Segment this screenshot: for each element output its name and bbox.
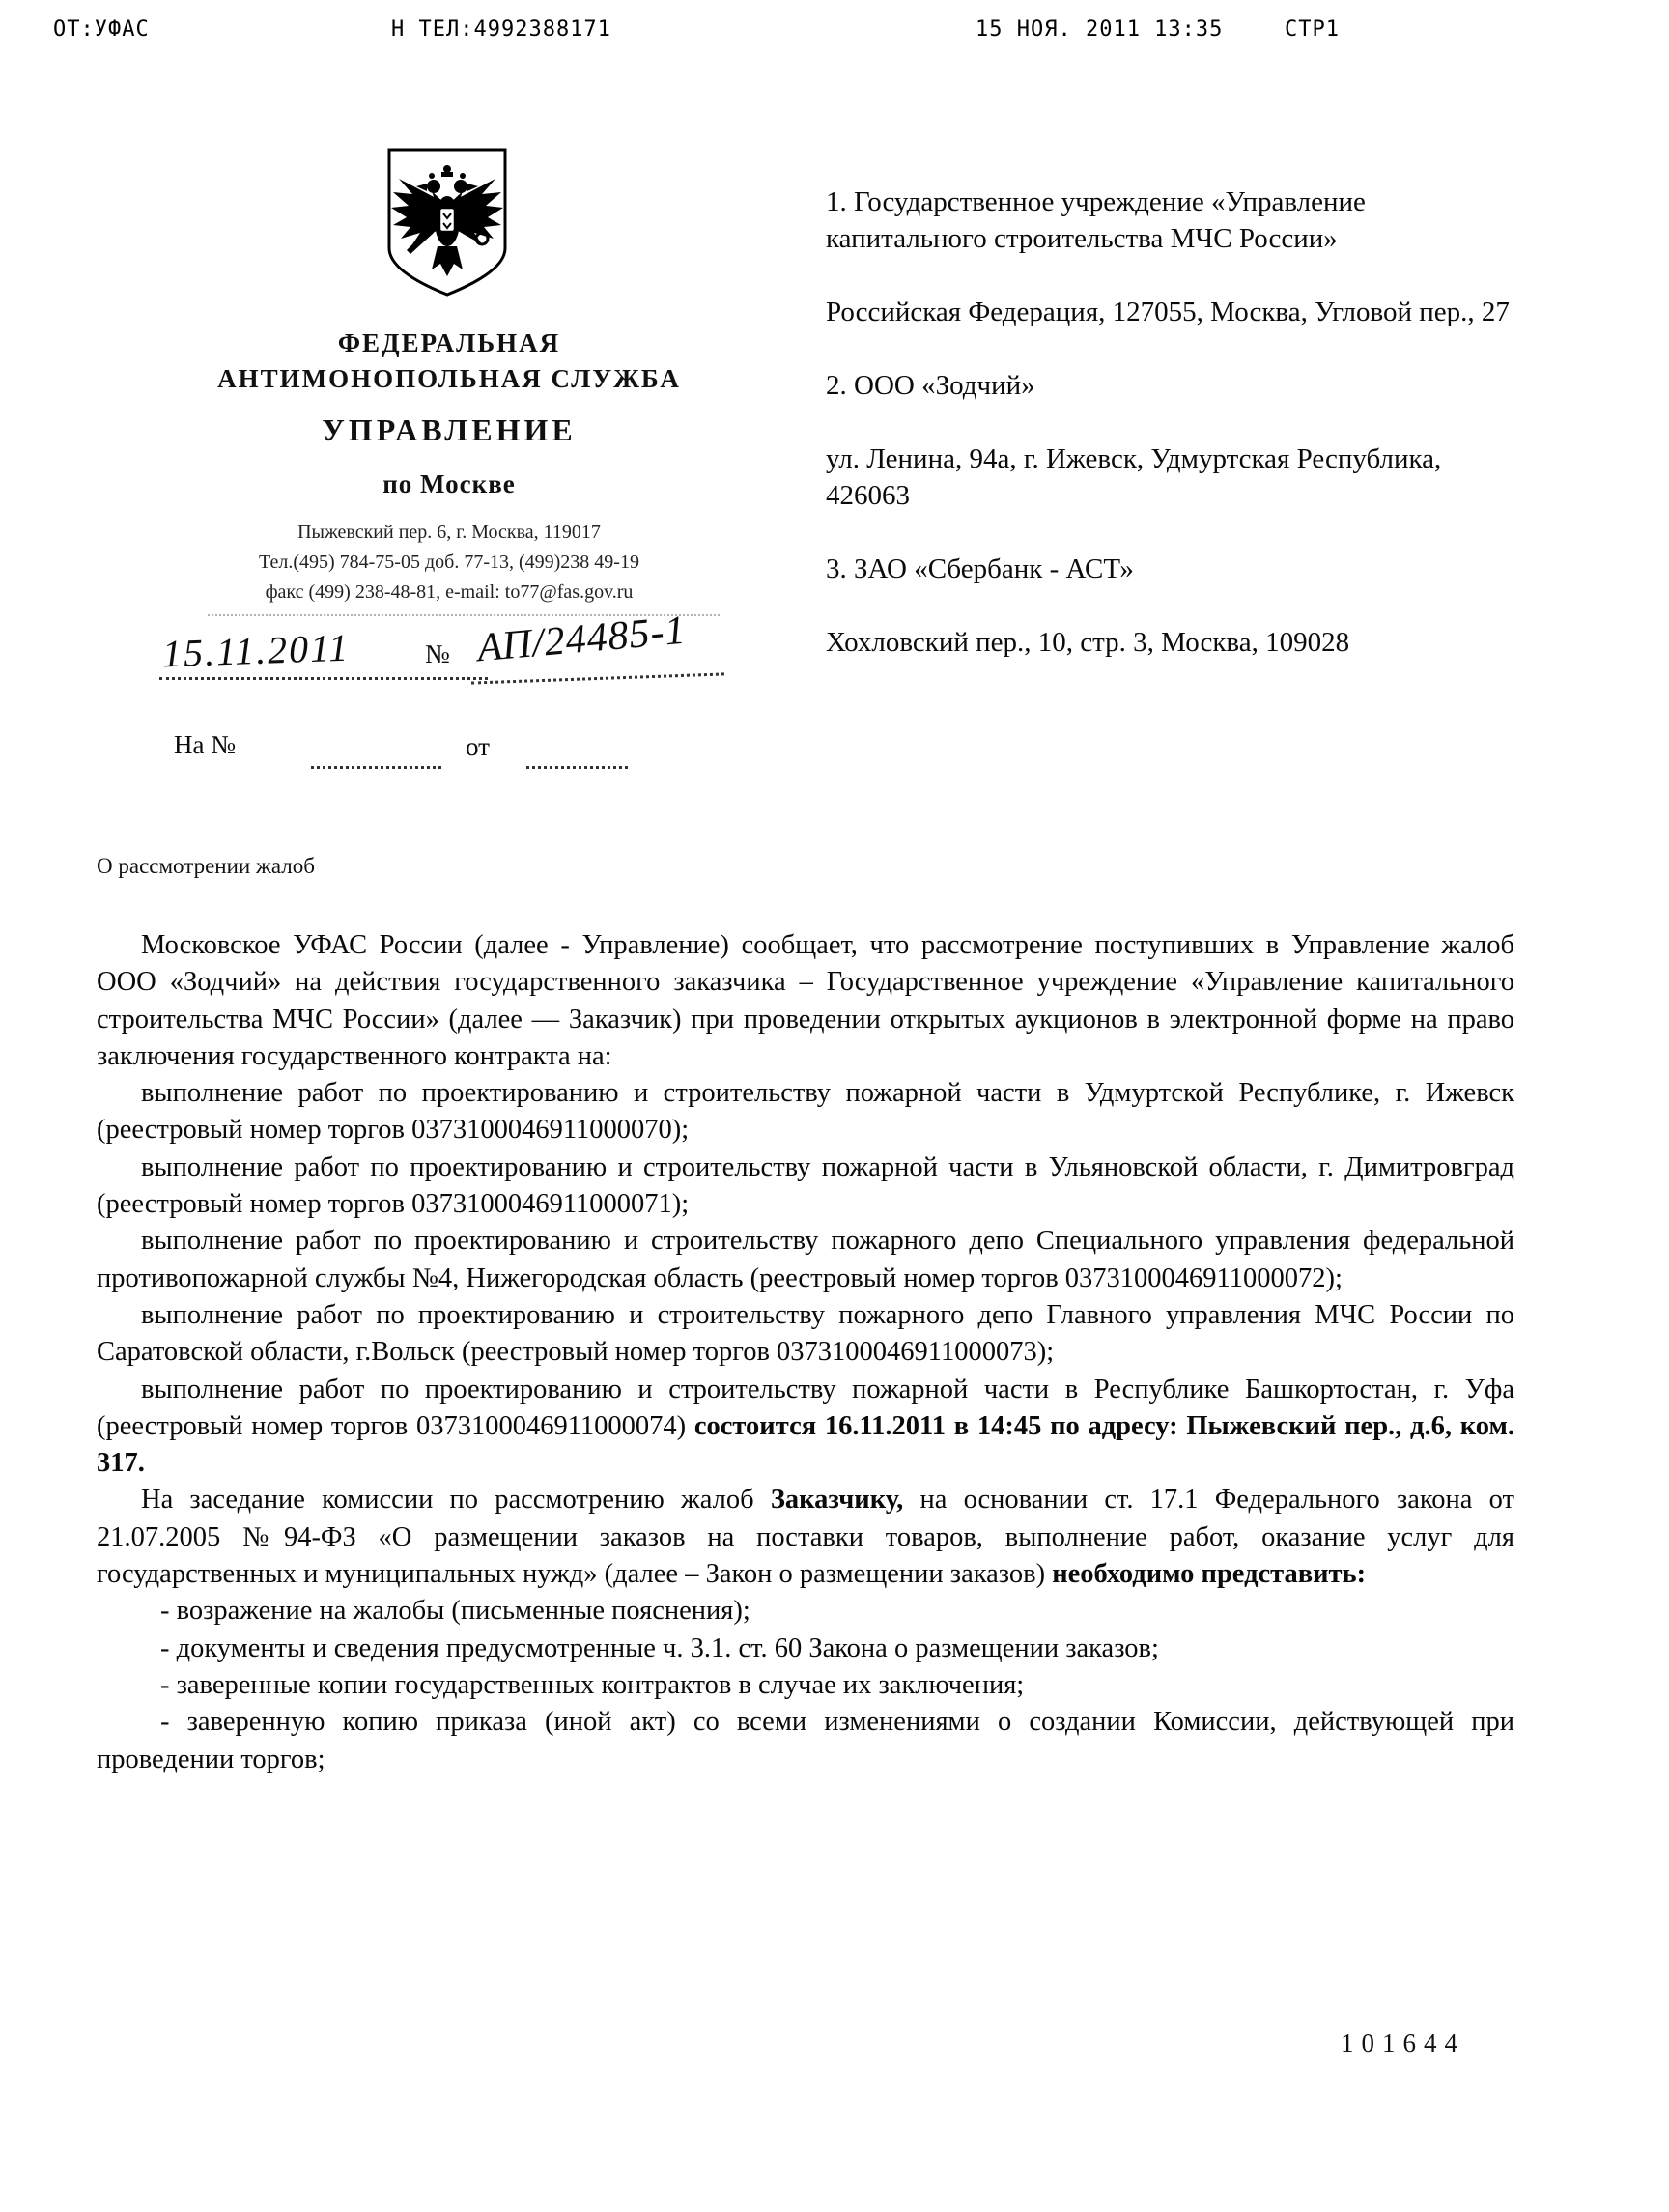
org-fax-email-line: факс (499) 238-48-81, e-mail: to77@fas.gov.ru [265, 581, 634, 603]
paragraph-text: на основании ст. 17.1 Федерального закона от 21.07.2005 №94-ФЗ «О размещении заказов на поставки товаров, выполнение работ, оказание услуг для государственных и муниципальных нужд» (далее – Закон о размещении заказов) [97, 1485, 1514, 1590]
paragraph-text: выполнение работ по проектированию и строительству пожарного депо Специального управления федеральной противопожарной службы №4, Нижегородская область (реестровый номер торгов 0373100046911000072); [97, 1226, 1514, 1293]
body-paragraph [97, 1482, 1514, 1593]
body-paragraph [97, 1149, 1514, 1224]
recipient-name: 1. Государственное учреждение «Управление капитального строительства МЧС России» [826, 186, 1366, 254]
org-address-line: Пыжевский пер. 6, г. Москва, 119017 [297, 522, 601, 543]
fax-page-counter: СТР1 [1285, 17, 1340, 42]
fax-telephone: Н ТЕЛ:4992388171 [391, 17, 611, 42]
paragraph-text: Московское УФАС России (далее - Управление) сообщает, что рассмотрение поступивших в Управление жалоб ООО «Зодчий» на действия государственного заказчика – Государственное учреждение «Управление капитального строительства МЧС России» (далее — Заказчик) при проведении открытых аукционов в электронной форме на право заключения государственного контракта на: [97, 930, 1514, 1071]
paragraph-text: - возражение на жалобы (письменные пояснения); [160, 1596, 750, 1627]
letterhead-org-name [135, 326, 763, 499]
body-paragraph [97, 1297, 1514, 1372]
reference-number-label: На № [174, 730, 236, 759]
org-name-line-4: по Москве [382, 469, 516, 498]
paragraph-text-bold: Заказчику, [770, 1485, 904, 1516]
reference-date-line [526, 765, 628, 769]
body-paragraph [97, 1075, 1514, 1149]
paragraph-text: выполнение работ по проектированию и строительству пожарной части в Республике Башкортостан, г. Уфа (реестровый номер торгов 0373100046911000074) [97, 1374, 1514, 1441]
page-number: 101644 [1341, 2028, 1465, 2057]
recipient-name: 3. ЗАО «Сбербанк - АСТ» [826, 553, 1134, 584]
reference-from-label: от [466, 732, 490, 761]
paragraph-text: - документы и сведения предусмотренные ч. 3.1. ст. 60 Закона о размещении заказов; [160, 1632, 1159, 1663]
recipient-address: Российская Федерация, 127055, Москва, Угловой пер., 27 [826, 297, 1510, 327]
number-underline [471, 671, 724, 684]
paragraph-text-bold: необходимо представить: [1052, 1559, 1367, 1590]
org-name-line-1: ФЕДЕРАЛЬНАЯ [337, 328, 561, 357]
date-underline [159, 676, 488, 680]
coat-of-arms-icon [380, 143, 515, 303]
recipient-address: Хохловский пер., 10, стр. 3, Москва, 109028 [826, 627, 1350, 658]
body-list-item [97, 1667, 1514, 1704]
recipient-name: 2. ООО «Зодчий» [826, 370, 1035, 401]
outgoing-date-handwritten: 15.11.2011 [161, 625, 351, 676]
paragraph-text: выполнение работ по проектированию и строительству пожарного депо Главного управления МЧС России по Саратовской области, г.Вольск (реестровый номер торгов 0373100046911000073); [97, 1299, 1514, 1368]
body-list-item [97, 1704, 1514, 1778]
org-phone-line: Тел.(495) 784-75-05 доб. 77-13, (499)238 49-19 [259, 552, 639, 573]
body-list-item [97, 1631, 1514, 1667]
subject-line: О рассмотрении жалоб [97, 854, 315, 878]
paragraph-text: На заседание комиссии по рассмотрению жалоб [141, 1485, 771, 1516]
fax-sender: ОТ:УФАС [53, 17, 150, 42]
org-name-line-3: УПРАВЛЕНИЕ [322, 412, 577, 447]
paragraph-text: выполнение работ по проектированию и строительству пожарной части в Ульяновской области, г. Димитровград (реестровый номер торгов 0373100046911000071); [97, 1151, 1514, 1220]
org-name-line-2: АНТИМОНОПОЛЬНАЯ СЛУЖБА [217, 364, 681, 393]
fax-datetime: 15 НОЯ. 2011 13:35 [976, 17, 1224, 42]
reference-number-line [311, 765, 441, 769]
body-list-item [97, 1593, 1514, 1630]
paragraph-text: - заверенную копию приказа (иной акт) со всеми изменениями о создании Комиссии, действующей при проведении торгов; [97, 1707, 1514, 1774]
paragraph-text: - заверенные копии государственных контрактов в случае их заключения; [160, 1669, 1025, 1700]
outgoing-number-handwritten: АП/24485-1 [475, 608, 689, 671]
body-paragraph [97, 1372, 1514, 1483]
number-sign-label: № [425, 639, 450, 668]
recipients-list [826, 184, 1529, 697]
letterhead-contacts [135, 518, 763, 608]
paragraph-text-bold: состоится 16.11.2011 в 14:45 по адресу: Пыжевский пер., д.6, ком. 317. [97, 1410, 1514, 1479]
recipient-address: ул. Ленина, 94а, г. Ижевск, Удмуртская Республика, 426063 [826, 443, 1442, 511]
paragraph-text: выполнение работ по проектированию и строительству пожарной части в Удмуртской Республике, г. Ижевск (реестровый номер торгов 0373100046911000070); [97, 1078, 1514, 1146]
document-body [97, 927, 1514, 1778]
body-paragraph [97, 927, 1514, 1075]
body-paragraph [97, 1223, 1514, 1297]
